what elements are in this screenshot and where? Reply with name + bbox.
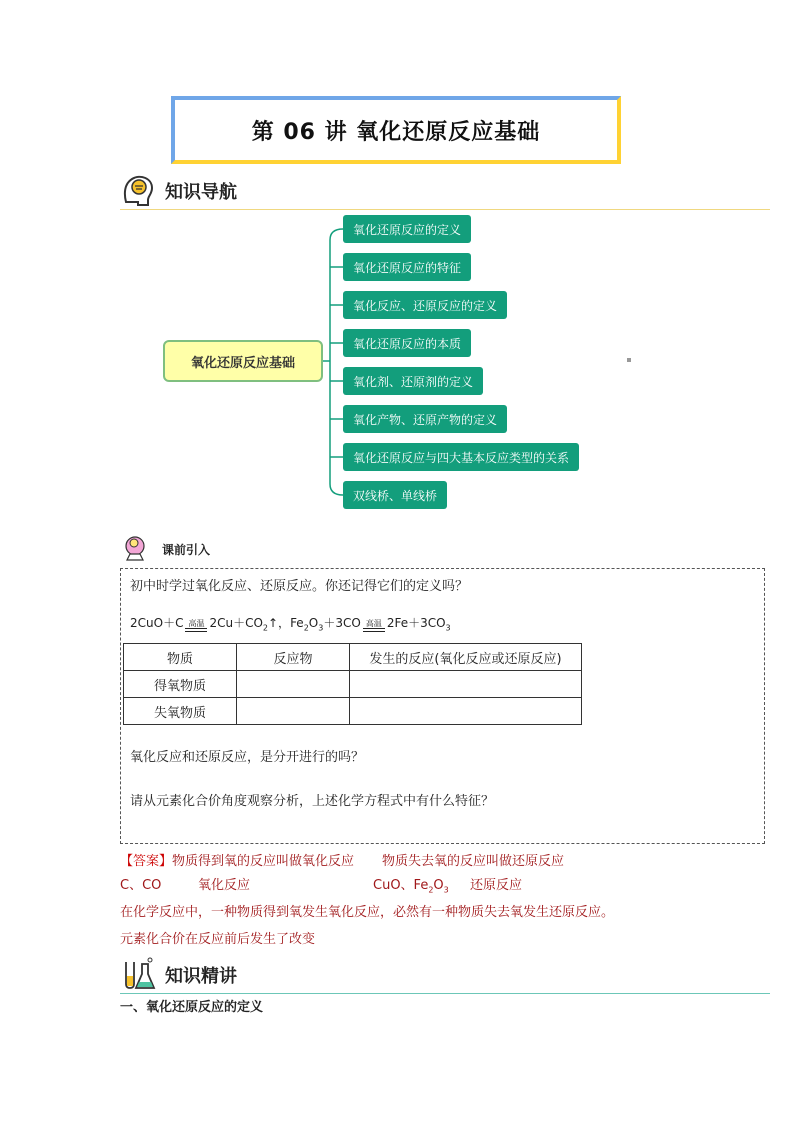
- answer-o: O: [433, 878, 444, 893]
- lesson-title-box: [171, 96, 621, 164]
- flask-icon: [120, 956, 156, 992]
- eq1-products: 2Cu＋CO: [209, 616, 263, 630]
- eq1-tail: ↑，: [268, 616, 291, 630]
- answer-line-2: [120, 874, 161, 893]
- eq2-co2-sub: 3: [445, 623, 451, 633]
- intro-question-2: 氧化反应和还原反应，是分开进行的吗？: [130, 750, 365, 765]
- mindmap-root: 氧化还原反应基础: [163, 340, 323, 382]
- section-rule: [120, 209, 770, 210]
- table-cell: 失氧物质: [124, 698, 237, 725]
- eq1-condition-text: 高温: [188, 619, 205, 629]
- eq2-o: O: [308, 616, 319, 630]
- answer-oxidation-def: 物质得到氧的反应叫做氧化反应: [172, 854, 355, 869]
- intro-head-icon: [122, 534, 152, 564]
- answer-fe-sub: 2: [428, 885, 434, 895]
- mindmap-node-reaction-types: 氧化还原反应与四大基本反应类型的关系: [343, 443, 579, 471]
- eq2-o-sub: 3: [318, 623, 324, 633]
- eq2-equals-sign: [363, 628, 385, 632]
- answer-reduced-species: [373, 874, 449, 895]
- mindmap-node-agents: 氧化剂、还原剂的定义: [343, 367, 483, 395]
- eq1-equals-sign: [185, 628, 207, 632]
- head-bulb-icon: [120, 172, 156, 208]
- table-row: [124, 698, 582, 725]
- intro-question-1: 初中时学过氧化反应、还原反应。你还记得它们的定义吗？: [130, 579, 469, 594]
- mindmap-node-essence: 氧化还原反应的本质: [343, 329, 471, 357]
- answer-cuo-fe: CuO、Fe: [373, 878, 429, 893]
- mindmap-node-ox-red-definition: 氧化反应、还原反应的定义: [343, 291, 507, 319]
- chemical-equations: [130, 614, 451, 632]
- answer-reduction: 还原反应: [470, 878, 523, 893]
- section-label-lecture: 知识精讲: [165, 966, 237, 987]
- eq1-condition: [185, 619, 207, 632]
- table-header-row: [124, 644, 582, 671]
- intro-question-3: 请从元素化合价角度观察分析，上述化学方程式中有什么特征？: [130, 794, 495, 809]
- mindmap-node-definition: 氧化还原反应的定义: [343, 215, 471, 243]
- table-cell: [350, 698, 582, 725]
- eq2-condition: [363, 619, 385, 632]
- eq2-products: 2Fe＋3CO: [386, 616, 446, 630]
- answer-o-sub: 3: [443, 885, 449, 895]
- answer-reduction-def: 物质失去氧的反应叫做还原反应: [382, 854, 565, 869]
- section-header-lecture: [120, 956, 770, 990]
- table-cell: [350, 671, 582, 698]
- mindmap-node-bridges: 双线桥、单线桥: [343, 481, 447, 509]
- eq1-co2-sub: 2: [262, 623, 268, 633]
- answer-tag: 【答案】: [120, 854, 173, 869]
- answer-line-4: 元素化合价在反应前后发生了改变: [120, 932, 316, 947]
- mindmap-node-products: 氧化产物、还原产物的定义: [343, 405, 507, 433]
- eq2-fe-sub: 2: [303, 623, 309, 633]
- answer-line-3: 在化学反应中，一种物质得到氧发生氧化反应，必然有一种物质失去氧发生还原反应。: [120, 905, 615, 920]
- table-header-cell: 反应物: [237, 644, 350, 671]
- answer-line-1: [120, 850, 564, 869]
- table-cell: 得氧物质: [124, 671, 237, 698]
- eq1-reactants: 2CuO＋C: [130, 616, 184, 630]
- mindmap-node-feature: 氧化还原反应的特征: [343, 253, 471, 281]
- intro-label: 课前引入: [162, 543, 211, 557]
- table-header-cell: 发生的反应(氧化反应或还原反应): [350, 644, 582, 671]
- answer-oxidation: 氧化反应: [198, 878, 251, 893]
- lesson-title: 第 06 讲 氧化还原反应基础: [251, 119, 541, 145]
- section-label-nav: 知识导航: [165, 182, 237, 203]
- table-header-cell: 物质: [124, 644, 237, 671]
- eq2-co: ＋3CO: [323, 616, 361, 630]
- table-cell: [237, 671, 350, 698]
- eq2-condition-text: 高温: [365, 619, 382, 629]
- section-header-nav: [120, 172, 770, 206]
- eq2-fe: Fe: [290, 616, 304, 630]
- answer-oxidized-species: C、CO: [120, 878, 162, 893]
- table-cell: [237, 698, 350, 725]
- section-rule: [120, 993, 770, 994]
- subheading-definition: 一、氧化还原反应的定义: [120, 1000, 264, 1015]
- table-row: [124, 671, 582, 698]
- oxygen-table: [123, 643, 582, 725]
